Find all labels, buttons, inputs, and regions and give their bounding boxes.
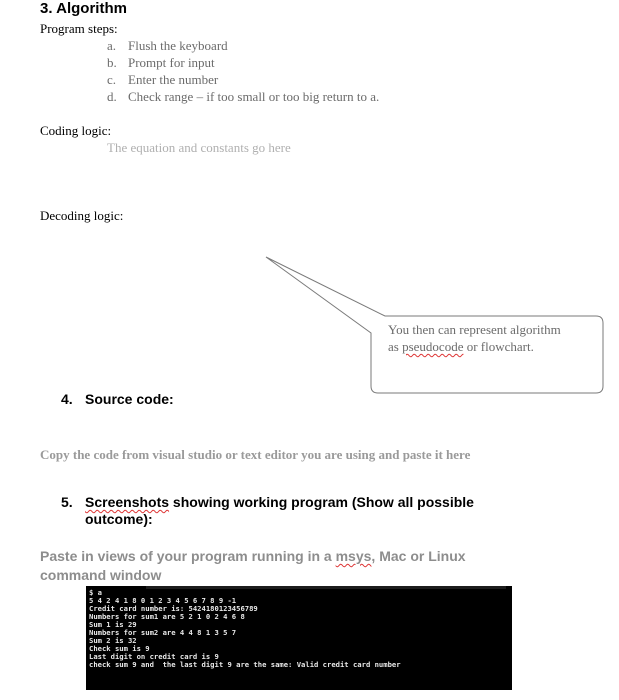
paste-line-2: command window	[40, 567, 162, 583]
terminal-line: Sum 2 is 32	[89, 636, 137, 645]
section-5-number: 5.	[61, 494, 73, 510]
terminal-line: $ a	[89, 588, 102, 597]
terminal-line: Last digit on credit card is 9	[89, 652, 219, 661]
terminal-cropped-edge	[146, 586, 506, 589]
terminal-line: check sum 9 and the last digit 9 are the same: Valid credit card number	[89, 660, 401, 669]
section-5-heading	[61, 494, 581, 528]
step-text: Enter the number	[128, 72, 219, 87]
decoding-logic-label: Decoding logic:	[40, 208, 124, 223]
callout-line-1: You then can represent algorithm	[388, 322, 561, 337]
step-letter: c.	[107, 72, 117, 87]
section-4-number: 4.	[61, 391, 73, 407]
terminal-line: Sum 1 is 29	[89, 620, 137, 629]
step-letter: b.	[107, 55, 117, 70]
paste-views-instruction	[40, 547, 580, 585]
terminal-line: Numbers for sum1 are 5 2 1 0 2 4 6 8	[89, 612, 245, 621]
step-text: Flush the keyboard	[128, 38, 228, 53]
callout-line-2-prefix: as	[388, 339, 403, 354]
paste-suffix: , Mac or Linux	[371, 548, 466, 564]
terminal-line: Numbers for sum2 are 4 4 8 1 3 5 7	[89, 628, 237, 637]
paste-prefix: Paste in views of your program running in a	[40, 548, 336, 564]
program-steps-label: Program steps:	[40, 21, 118, 36]
step-letter: a.	[107, 38, 117, 53]
section-4-title: Source code:	[85, 391, 174, 407]
terminal-line: Check sum is 9	[89, 644, 150, 653]
callout-line-2-suffix: or flowchart.	[463, 339, 534, 354]
pseudocode-word: pseudocode	[402, 339, 464, 354]
terminal-screenshot	[86, 586, 512, 690]
section-4-heading	[61, 391, 174, 407]
terminal-line: 5 4 2 4 1 8 0 1 2 3 4 5 6 7 8 9 -1	[89, 596, 237, 605]
callout-text	[388, 321, 598, 355]
coding-logic-placeholder: The equation and constants go here	[107, 140, 291, 155]
section-5-title-line-2: outcome):	[85, 511, 153, 527]
step-text: Prompt for input	[128, 55, 215, 70]
section-3-heading: 3. Algorithm	[40, 0, 127, 17]
terminal-line: Credit card number is: 5424180123456789	[89, 604, 258, 613]
step-text: Check range – if too small or too big return to a.	[128, 89, 380, 104]
msys-word: msys	[335, 548, 372, 564]
screenshots-word: Screenshots	[85, 494, 170, 510]
copy-code-instruction: Copy the code from visual studio or text editor you are using and paste it here	[40, 447, 471, 462]
step-letter: d.	[107, 89, 117, 104]
section-5-title-rest: showing working program (Show all possible	[169, 494, 474, 510]
coding-logic-label: Coding logic:	[40, 123, 112, 138]
